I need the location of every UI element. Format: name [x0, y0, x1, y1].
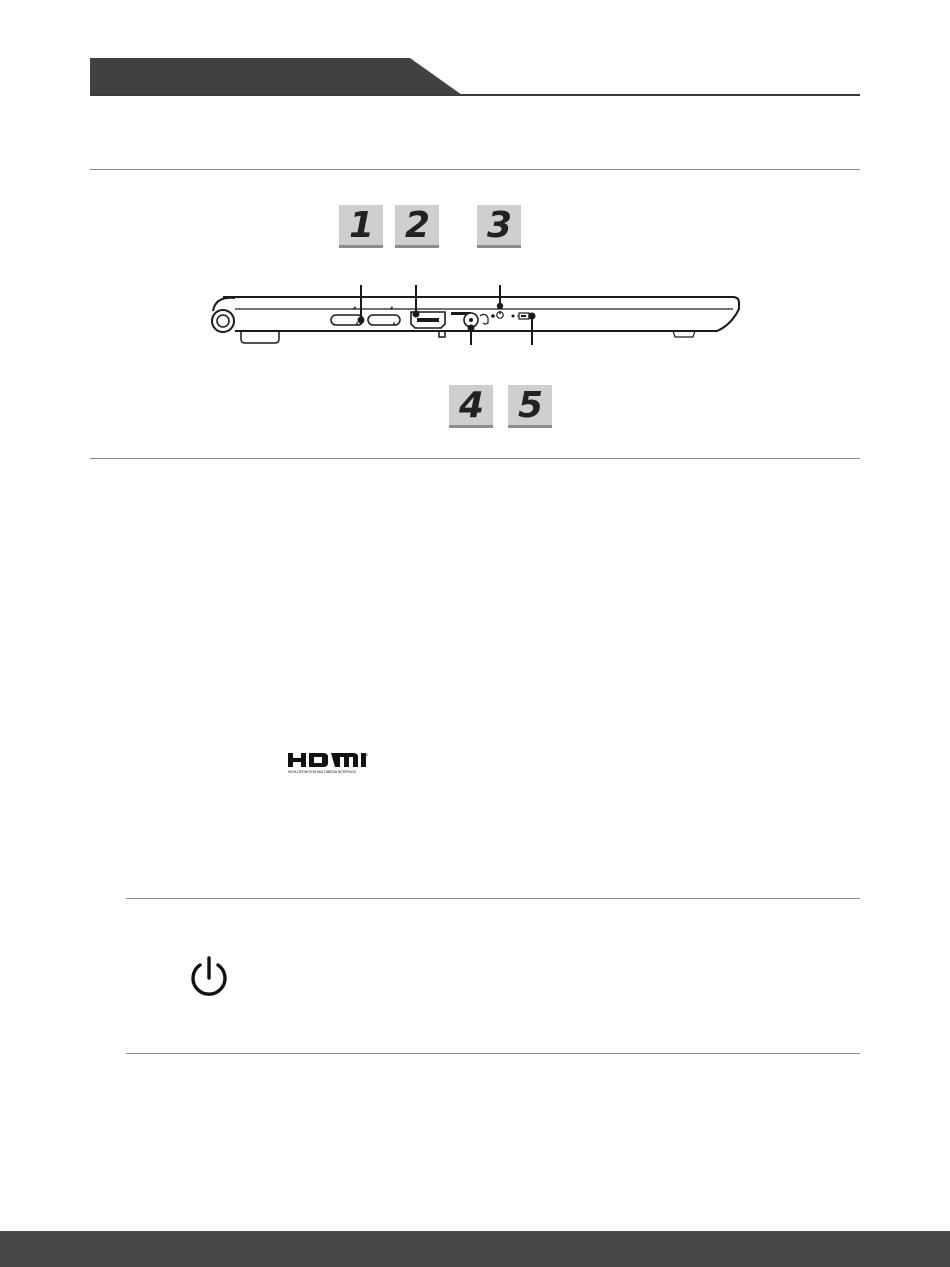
callout-2: 2	[395, 205, 439, 248]
hdmi-logo	[288, 753, 368, 775]
power-led	[491, 311, 503, 318]
header-rule	[90, 94, 860, 96]
audio-jack	[464, 313, 488, 327]
callout-4: 4	[449, 385, 493, 428]
section-divider	[90, 458, 860, 459]
header-tab	[90, 58, 462, 95]
callout-5: 5	[508, 385, 552, 428]
battery-led	[512, 313, 530, 319]
section-divider	[90, 169, 860, 170]
svg-text:TM: TM	[362, 753, 368, 757]
hdmi-port	[411, 312, 471, 328]
callout-3: 3	[477, 205, 521, 248]
footer-bar	[0, 1231, 950, 1267]
hdmi-tagline: HIGH-DEFINITION MULTIMEDIA INTERFACE	[288, 770, 357, 774]
table-rule-top	[126, 898, 860, 899]
laptop-side-view	[205, 285, 750, 345]
callout-1: 1	[339, 205, 383, 248]
table-rule-bottom	[126, 1053, 860, 1054]
usb-c-port	[331, 315, 400, 325]
power-icon	[186, 955, 232, 1001]
